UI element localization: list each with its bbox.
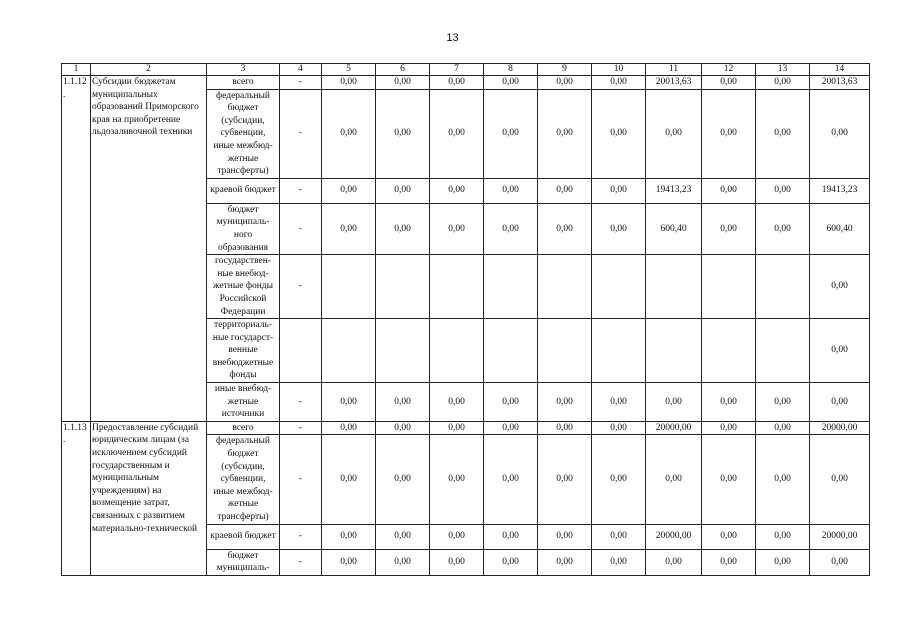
amount-cell: 0,00 <box>538 421 592 435</box>
amount-cell: 0,00 <box>322 524 376 549</box>
amount-cell: 0,00 <box>646 89 702 178</box>
column-4-value: - <box>280 549 322 575</box>
total-cell: 0,00 <box>810 383 870 422</box>
amount-cell: 0,00 <box>322 203 376 254</box>
row-description: Субсидии бюджетам муниципальных образований Приморского края на приобретение льдозаливочной техники <box>91 76 207 422</box>
budget-table <box>61 63 870 576</box>
amount-cell: 19413,23 <box>646 178 702 203</box>
amount-cell: 0,00 <box>376 524 430 549</box>
amount-cell: 0,00 <box>646 435 702 524</box>
amount-cell: 0,00 <box>702 549 756 575</box>
header-row <box>62 64 870 76</box>
amount-cell: 0,00 <box>538 383 592 422</box>
total-cell: 20013,63 <box>810 76 870 90</box>
amount-cell <box>592 255 646 319</box>
amount-cell: 0,00 <box>430 203 484 254</box>
amount-cell <box>322 319 376 383</box>
amount-cell <box>756 255 810 319</box>
amount-cell: 0,00 <box>592 383 646 422</box>
amount-cell: 0,00 <box>756 421 810 435</box>
table-row <box>62 76 870 90</box>
amount-cell <box>484 319 538 383</box>
amount-cell: 0,00 <box>538 524 592 549</box>
amount-cell: 0,00 <box>702 178 756 203</box>
amount-cell: 0,00 <box>756 383 810 422</box>
column-4-value: - <box>280 255 322 319</box>
amount-cell <box>376 255 430 319</box>
amount-cell: 0,00 <box>646 549 702 575</box>
amount-cell: 0,00 <box>756 76 810 90</box>
column-header-11: 11 <box>646 64 702 76</box>
amount-cell: 0,00 <box>376 89 430 178</box>
amount-cell: 0,00 <box>322 89 376 178</box>
amount-cell: 0,00 <box>538 549 592 575</box>
amount-cell: 0,00 <box>592 178 646 203</box>
column-header-14: 14 <box>810 64 870 76</box>
amount-cell: 0,00 <box>376 549 430 575</box>
funding-source: краевой бюджет <box>207 524 280 549</box>
amount-cell: 0,00 <box>322 383 376 422</box>
total-cell: 20000,00 <box>810 421 870 435</box>
column-header-5: 5 <box>322 64 376 76</box>
total-cell: 19413,23 <box>810 178 870 203</box>
amount-cell <box>702 255 756 319</box>
amount-cell: 0,00 <box>322 549 376 575</box>
column-4-value: - <box>280 178 322 203</box>
funding-source: иные внебюд-жетные источники <box>207 383 280 422</box>
amount-cell: 0,00 <box>702 421 756 435</box>
total-cell: 0,00 <box>810 435 870 524</box>
amount-cell: 20000,00 <box>646 421 702 435</box>
column-header-3: 3 <box>207 64 280 76</box>
amount-cell: 0,00 <box>322 178 376 203</box>
amount-cell <box>430 319 484 383</box>
amount-cell <box>756 319 810 383</box>
row-description: Предоставление субсидий юридическим лицам (за исключением субсидий государственным и муниципальным учреждениям) на возмещение затрат, связанных с развитием материально-технической <box>91 421 207 575</box>
amount-cell <box>538 319 592 383</box>
funding-source: бюджет муниципаль- <box>207 549 280 575</box>
amount-cell: 0,00 <box>376 178 430 203</box>
funding-source: федеральный бюджет (субсидии, субвенции, иные межбюд-жетные трансферты) <box>207 435 280 524</box>
row-code: 1.1.12 . <box>62 76 91 422</box>
amount-cell: 0,00 <box>702 524 756 549</box>
amount-cell: 0,00 <box>376 76 430 90</box>
column-4-value: - <box>280 524 322 549</box>
amount-cell: 0,00 <box>322 435 376 524</box>
amount-cell: 0,00 <box>702 435 756 524</box>
amount-cell: 0,00 <box>376 421 430 435</box>
amount-cell: 0,00 <box>484 421 538 435</box>
amount-cell: 0,00 <box>756 89 810 178</box>
amount-cell: 0,00 <box>702 203 756 254</box>
amount-cell <box>646 255 702 319</box>
amount-cell: 0,00 <box>430 178 484 203</box>
amount-cell: 0,00 <box>756 549 810 575</box>
amount-cell: 0,00 <box>430 549 484 575</box>
page-number: 13 <box>446 32 459 44</box>
amount-cell: 0,00 <box>430 89 484 178</box>
amount-cell: 0,00 <box>592 435 646 524</box>
amount-cell: 0,00 <box>538 435 592 524</box>
amount-cell <box>430 255 484 319</box>
column-header-13: 13 <box>756 64 810 76</box>
total-cell: 0,00 <box>810 319 870 383</box>
amount-cell: 0,00 <box>538 76 592 90</box>
amount-cell: 0,00 <box>484 383 538 422</box>
amount-cell: 0,00 <box>484 76 538 90</box>
amount-cell: 600,40 <box>646 203 702 254</box>
amount-cell: 20000,00 <box>646 524 702 549</box>
amount-cell: 0,00 <box>484 524 538 549</box>
funding-source: всего <box>207 76 280 90</box>
amount-cell <box>592 319 646 383</box>
amount-cell: 0,00 <box>592 421 646 435</box>
funding-source: федеральный бюджет (субсидии, субвенции, иные межбюд-жетные трансферты) <box>207 89 280 178</box>
amount-cell <box>538 255 592 319</box>
amount-cell: 0,00 <box>756 524 810 549</box>
amount-cell: 0,00 <box>376 383 430 422</box>
amount-cell: 0,00 <box>702 383 756 422</box>
amount-cell: 0,00 <box>592 203 646 254</box>
column-4-value: - <box>280 76 322 90</box>
amount-cell: 0,00 <box>702 76 756 90</box>
funding-source: всего <box>207 421 280 435</box>
amount-cell: 0,00 <box>430 421 484 435</box>
total-cell: 0,00 <box>810 89 870 178</box>
amount-cell: 0,00 <box>592 76 646 90</box>
amount-cell: 0,00 <box>592 524 646 549</box>
total-cell: 20000,00 <box>810 524 870 549</box>
amount-cell: 0,00 <box>430 383 484 422</box>
total-cell: 0,00 <box>810 549 870 575</box>
column-4-value: - <box>280 383 322 422</box>
amount-cell: 0,00 <box>484 549 538 575</box>
funding-source: государствен-ные внебюд-жетные фонды Российской Федерации <box>207 255 280 319</box>
column-header-10: 10 <box>592 64 646 76</box>
amount-cell: 0,00 <box>484 435 538 524</box>
amount-cell: 0,00 <box>756 178 810 203</box>
column-header-6: 6 <box>376 64 430 76</box>
amount-cell: 0,00 <box>322 421 376 435</box>
column-4-value: - <box>280 421 322 435</box>
amount-cell: 0,00 <box>592 549 646 575</box>
amount-cell: 0,00 <box>484 89 538 178</box>
amount-cell <box>646 319 702 383</box>
amount-cell <box>322 255 376 319</box>
amount-cell: 0,00 <box>430 76 484 90</box>
amount-cell: 0,00 <box>484 203 538 254</box>
column-header-9: 9 <box>538 64 592 76</box>
amount-cell: 0,00 <box>538 178 592 203</box>
column-4-value: - <box>280 435 322 524</box>
column-4-value: - <box>280 203 322 254</box>
column-header-12: 12 <box>702 64 756 76</box>
table-row <box>62 421 870 435</box>
funding-source: бюджет муниципаль-ного образования <box>207 203 280 254</box>
amount-cell: 0,00 <box>646 383 702 422</box>
total-cell: 600,40 <box>810 203 870 254</box>
amount-cell: 0,00 <box>592 89 646 178</box>
column-4-value <box>280 319 322 383</box>
amount-cell <box>376 319 430 383</box>
amount-cell: 0,00 <box>538 89 592 178</box>
column-4-value: - <box>280 89 322 178</box>
column-header-1: 1 <box>62 64 91 76</box>
amount-cell: 0,00 <box>430 524 484 549</box>
amount-cell: 0,00 <box>484 178 538 203</box>
amount-cell: 0,00 <box>702 89 756 178</box>
row-code: 1.1.13 . <box>62 421 91 575</box>
amount-cell: 0,00 <box>376 435 430 524</box>
column-header-4: 4 <box>280 64 322 76</box>
amount-cell: 0,00 <box>756 435 810 524</box>
column-header-8: 8 <box>484 64 538 76</box>
amount-cell: 0,00 <box>756 203 810 254</box>
amount-cell: 20013,63 <box>646 76 702 90</box>
funding-source: краевой бюджет <box>207 178 280 203</box>
amount-cell <box>484 255 538 319</box>
funding-source: территориаль-ные государст-венные внебюджетные фонды <box>207 319 280 383</box>
total-cell: 0,00 <box>810 255 870 319</box>
column-header-7: 7 <box>430 64 484 76</box>
amount-cell: 0,00 <box>430 435 484 524</box>
column-header-2: 2 <box>91 64 207 76</box>
amount-cell: 0,00 <box>322 76 376 90</box>
amount-cell: 0,00 <box>376 203 430 254</box>
amount-cell: 0,00 <box>538 203 592 254</box>
amount-cell <box>702 319 756 383</box>
